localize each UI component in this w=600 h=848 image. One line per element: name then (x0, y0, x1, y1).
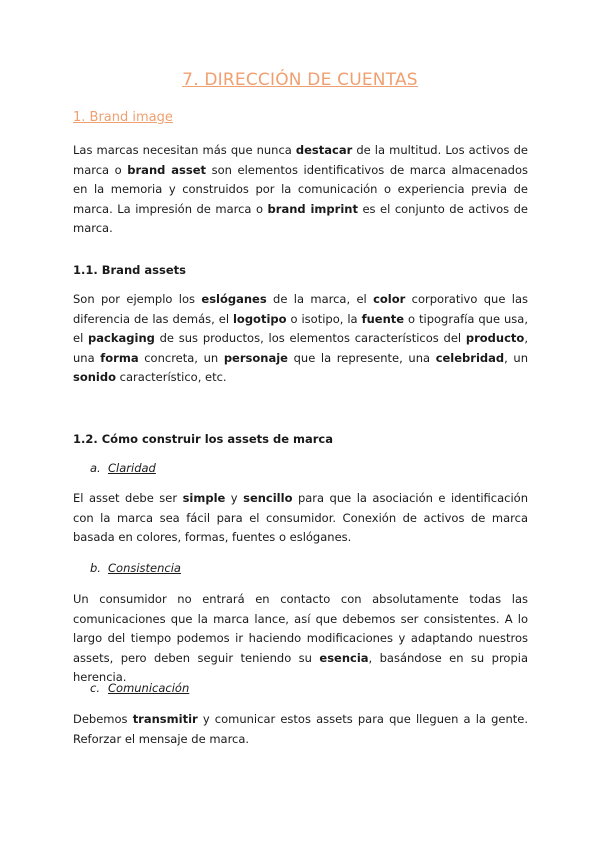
subsection-consistencia (90, 561, 181, 575)
text-run: El asset debe ser (73, 491, 183, 505)
subsection-claridad (90, 461, 156, 475)
bold-term: sonido (73, 370, 117, 384)
text-run: corporativo que las diferencia de las demás, el (73, 292, 528, 326)
text-run: son elementos identificativos de marca almacenados en la memoria y construidos por la comunicación o experiencia previa de marca. La impresión de marca o (73, 162, 528, 216)
bold-term: celebridad (435, 350, 505, 365)
section-heading-brand-assets: 1.1. Brand assets (73, 263, 186, 277)
text-run: Las marcas necesitan más que nunca (73, 143, 296, 157)
subsection-letter: c. (90, 681, 100, 695)
text-run: Son por ejemplo los (73, 292, 202, 306)
subsection-comunicacion (90, 681, 189, 695)
text-run: o isotipo, la (286, 311, 362, 326)
bold-term: eslóganes (201, 292, 267, 306)
page-title: 7. DIRECCIÓN DE CUENTAS (182, 70, 418, 90)
bold-term: simple (182, 491, 226, 505)
paragraph-consistencia (73, 590, 528, 688)
bold-term: destacar (295, 143, 353, 157)
text-run: , basándose en su propia herencia. (73, 650, 528, 684)
bold-term: transmitir (132, 712, 198, 726)
bold-term: color (373, 292, 406, 306)
text-run: que la represente, una (287, 350, 436, 365)
text-run: Debemos (73, 712, 133, 726)
bold-term: brand imprint (267, 201, 358, 216)
subsection-letter: a. (90, 461, 101, 475)
text-run: o tipografía que usa, el (73, 311, 528, 345)
section-heading-brand-image: 1. Brand image (73, 110, 173, 125)
subsection-label: Claridad (108, 461, 156, 475)
paragraph-comunicacion (73, 710, 528, 749)
paragraph-brand-image (73, 141, 528, 239)
text-run: de la marca, el (266, 292, 374, 306)
subsection-letter: b. (90, 561, 101, 575)
text-run: y (225, 491, 244, 505)
paragraph-brand-assets (73, 290, 528, 388)
paragraph-claridad (73, 489, 528, 548)
text-run: Un consumidor no entrará en contacto con absolutamente todas las comunicaciones que la marca lance, así que debemos ser consistentes. A lo largo del tiempo podemos ir haciendo modificaciones y adaptando nuestros assets, pero deben seguir teniendo su (73, 592, 528, 665)
bold-term: personaje (223, 350, 288, 365)
text-run: concreta, un (138, 350, 224, 365)
text-run: para que la asociación e identificación con la marca sea fácil para el consumidor. Conexión de activos de marca basada en colores, formas, fuentes o eslóganes. (73, 491, 528, 544)
text-run: característico, etc. (116, 370, 227, 384)
bold-term: packaging (88, 331, 155, 345)
text-run: , una (73, 331, 528, 365)
text-run: es el conjunto de activos de marca. (73, 201, 528, 235)
text-run: , un (504, 350, 528, 365)
bold-term: logotipo (232, 311, 287, 326)
bold-term: producto (465, 331, 525, 345)
bold-term: forma (100, 350, 139, 365)
text-run: de sus productos, los elementos característicos del (154, 331, 466, 345)
bold-term: esencia (319, 650, 369, 665)
bold-term: sencillo (243, 491, 293, 505)
bold-term: fuente (361, 311, 405, 326)
text-run: y comunicar estos assets para que lleguen a la gente. Reforzar el mensaje de marca. (73, 712, 528, 746)
text-run: de la multitud. Los activos de marca o (73, 143, 528, 177)
subsection-label: Comunicación (108, 681, 190, 695)
bold-term: brand asset (127, 162, 207, 177)
section-heading-construir-assets: 1.2. Cómo construir los assets de marca (73, 432, 334, 446)
subsection-label: Consistencia (108, 561, 181, 575)
